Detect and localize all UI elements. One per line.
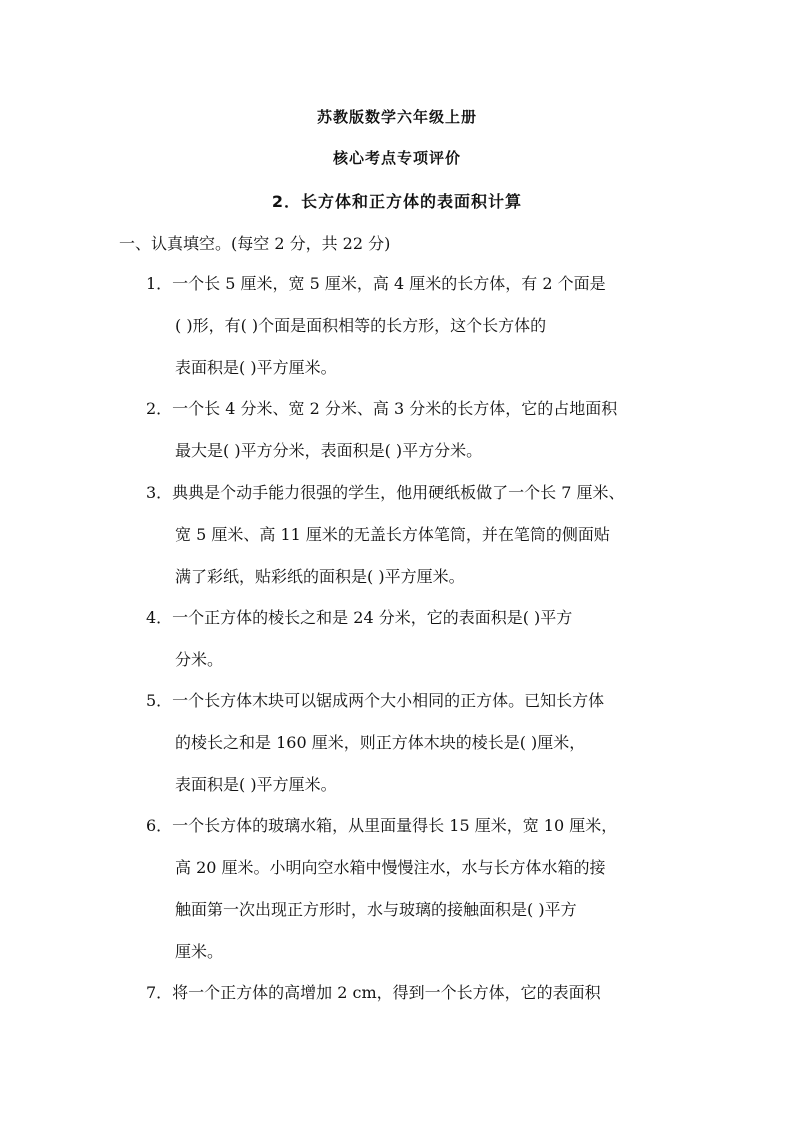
question-1: [146, 263, 606, 389]
question-6-line-1: 6．一个长方体的玻璃水箱，从里面量得长 15 厘米，宽 10 厘米，: [146, 816, 618, 835]
question-4-line-1: 4．一个正方体的棱长之和是 24 分米，它的表面积是( )平方: [146, 608, 573, 627]
question-5: [146, 680, 604, 806]
question-6-line-4: 厘米。: [175, 942, 224, 961]
question-2-line-2: 最大是( )平方分米，表面积是( )平方分米。: [175, 441, 483, 460]
question-2-line-1: 2．一个长 4 分米、宽 2 分米、高 3 分米的长方体，它的占地面积: [146, 399, 618, 418]
question-1-line-3: 表面积是( )平方厘米。: [175, 358, 337, 377]
header-textbook-title: 苏教版数学六年级上册: [316, 108, 477, 126]
question-2: [146, 388, 617, 472]
question-4-line-2: 分米。: [175, 650, 224, 669]
question-3: [146, 472, 625, 598]
section-title: 一、认真填空。(每空 2 分，共 22 分): [119, 234, 391, 253]
question-5-line-1: 5．一个长方体木块可以锯成两个大小相同的正方体。已知长方体: [146, 691, 605, 710]
question-6: [146, 805, 617, 973]
question-1-line-2: ( )形，有( )个面是面积相等的长方形，这个长方体的: [175, 316, 547, 335]
header-assessment-title: 核心考点专项评价: [332, 149, 461, 167]
question-3-line-1: 3．典典是个动手能力很强的学生，他用硬纸板做了一个长 7 厘米、: [146, 483, 625, 502]
question-5-line-3: 表面积是( )平方厘米。: [175, 775, 337, 794]
question-5-line-2: 的棱长之和是 160 厘米，则正方体木块的棱长是( )厘米，: [175, 733, 586, 752]
question-3-line-2: 宽 5 厘米、高 11 厘米的无盖长方体笔筒，并在笔筒的侧面贴: [175, 525, 610, 544]
question-4: [146, 597, 572, 681]
question-6-line-2: 高 20 厘米。小明向空水箱中慢慢注水，水与长方体水箱的接: [175, 858, 606, 877]
header-topic-title: 2．长方体和正方体的表面积计算: [271, 192, 523, 211]
question-6-line-3: 触面第一次出现正方形时，水与玻璃的接触面积是( )平方: [175, 900, 577, 919]
question-3-line-3: 满了彩纸，贴彩纸的面积是( )平方厘米。: [175, 567, 465, 586]
question-1-line-1: 1．一个长 5 厘米，宽 5 厘米，高 4 厘米的长方体，有 2 个面是: [146, 274, 606, 293]
question-7-line-1: 7．将一个正方体的高增加 2 cm，得到一个长方体，它的表面积: [146, 983, 601, 1002]
question-7: [146, 972, 601, 1014]
